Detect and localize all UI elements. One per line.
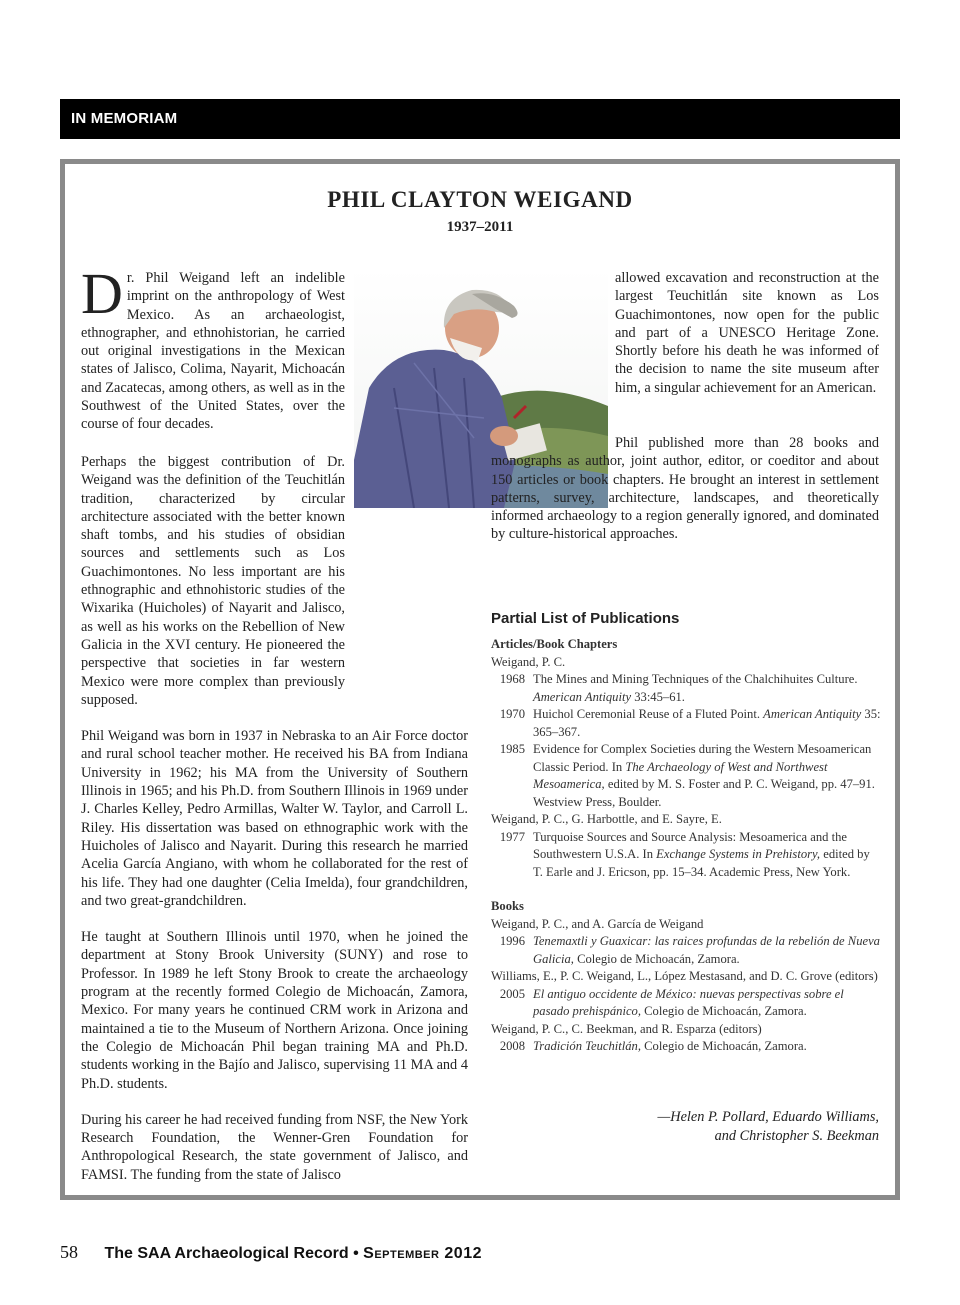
paragraph-funding: During his career he had received funding from NSF, the New York Research Foundation, the Wenner-Gren Foundation for Anthropological Research, the state government of Jalisco, and FAMSI. The funding from the state of Jalisco <box>81 1111 468 1183</box>
publication-entry: 2005 El antiguo occidente de México: nuevas perspectivas sobre el pasado prehispánico, Colegio de Michoacán, Zamora. <box>499 986 844 1018</box>
publication-entry: 1977 Turquoise Sources and Source Analysis: Mesoamerica and the Southwestern U.S.A. In Exchange Systems in Prehistory, edited by T. Earle and J. Ericson, pp. 15–34. Academic Press, New York. <box>499 829 870 879</box>
paragraph-guachimontones: allowed excavation and reconstruction at the largest Teuchitlán site known as Los Guachimontones, now open for the public and part of a UNESCO Heritage Zone. Shortly before his death he was informed of the decision to name the site museum after him, a singular achievement for an American. <box>615 270 879 396</box>
intro-paragraph <box>81 261 345 434</box>
author-line: Weigand, P. C., and A. García de Weigand <box>491 916 704 931</box>
publication-entry: 2008 Tradición Teuchitlán, Colegio de Michoacán, Zamora. <box>499 1039 807 1053</box>
author-signature: —Helen P. Pollard, Eduardo Williams, and Christopher S. Beekman <box>657 1109 879 1144</box>
publication-entry: 1970 Huichol Ceremonial Reuse of a Fluted Point. American Antiquity 35: 365–367. <box>499 707 881 739</box>
paragraph-biography: Phil Weigand was born in 1937 in Nebraska to an Air Force doctor and rural school teacher mother. He received his BA from Indiana University in 1962; his MA from the University of Southern Illinois in 1965; and his Ph.D. from Southern Illinois in 1969 under J. Charles Kelley, Pedro Armillas, Walter W. Taylor, and Carroll L. Riley. His dissertation was based on ethnographic work with the Huicholes of Jalisco and Nayarit. During this research he married Acelia García Angiano, with whom he collaborated for the rest of his life. They had one daughter (Celia Imelda), four grandchildren, and two great-grandchildren. <box>81 728 468 909</box>
right-column-publishing <box>491 434 879 544</box>
left-column-body <box>81 453 468 1184</box>
publication-entry: 1985 Evidence for Complex Societies during the Western Mesoamerican Classic Period. In The Archaeology of West and Northwest Mesoamerica, edited by M. S. Foster and P. C. Weigand, pp. 47–91. Westview Press, Boulder. <box>499 742 875 809</box>
page-footer <box>60 1242 482 1263</box>
paragraph-contribution: Perhaps the biggest contribution of Dr. Weigand was the definition of the Teuchitlán tradition, characterized by circular architecture associated with the better known shaft tombs, and his studies of obsidian sources and settlements such as Los Guachimontones. No less important are his ethnographic and ethnohistoric studies of the Wixarika (Huicholes) of Nayarit and Jalisco, as well as his works on the Rebellion of New Galicia in the XVI century. He pioneered the perspective that societies in far western Mexico were more complex than previously supposed. <box>81 454 345 708</box>
section-label: IN MEMORIAM <box>60 99 900 139</box>
article-title: PHIL CLAYTON WEIGAND <box>327 187 633 212</box>
author-line: Weigand, P. C. <box>491 654 566 669</box>
paragraph-career: He taught at Southern Illinois until 1970, when he joined the department at Stony Brook University (SUNY) and rose to Professor. In 1989 he left Stony Brook to create the archaeology program at the recently formed Colegio de Michoacán, Zamora, Mexico. For many years he continued CRM work in Arizona and maintained a tie to the Museum of Northern Arizona. Once joining the Colegio de Michoacán Phil began training MA and Ph.D. students working in the Bajío and Jalisco, supervising 11 MA and 4 Ph.D. students. <box>81 929 468 1092</box>
publications-heading: Partial List of Publications <box>491 610 680 627</box>
publications-list <box>491 636 881 1056</box>
life-dates: 1937–2011 <box>446 219 514 235</box>
publication-entry: 1996 Tenemaxtli y Guaxicar: las raices profundas de la rebelión de Nueva Galicia, Colegio de Michoacán, Zamora. <box>499 934 880 966</box>
books-heading: Books <box>491 899 524 913</box>
intro-text: r. Phil Weigand left an indelible imprint on the anthropology of West Mexico. As an archaeologist, ethnographer, and ethnohistorian, he carried out original investigations in the Mexican states of Jalisco, Colima, Nayarit, Michoacán and Zacatecas, among others, as well as in the Southwest of the United States, over the course of four decades. <box>81 270 345 433</box>
right-column-top <box>615 269 879 397</box>
articles-heading: Articles/Book Chapters <box>491 637 618 651</box>
drop-cap: D <box>81 261 123 326</box>
author-line: Williams, E., P. C. Weigand, L., López Mestasand, and D. C. Grove (editors) <box>491 969 878 983</box>
author-line: Weigand, P. C., G. Harbottle, and E. Sayre, E. <box>491 812 722 826</box>
paragraph-publishing: Phil published more than 28 books and monographs as author, joint author, editor, or coeditor and about 150 articles or book chapters. He brought an interest in settlement patterns, survey, architecture, landscapes, and theoretically informed archaeology to a region generally ignored, and dominated by culture-historical approaches. <box>491 435 879 543</box>
journal-name: The SAA Archaeological Record <box>104 1245 349 1262</box>
footer-bullet: • <box>353 1245 359 1262</box>
page-number: 58 <box>60 1242 78 1262</box>
author-line: Weigand, P. C., C. Beekman, and R. Esparza (editors) <box>491 1021 762 1036</box>
issue-date: September 2012 <box>363 1245 483 1262</box>
publication-entry: 1968 The Mines and Mining Techniques of the Chalchihuites Culture. American Antiquity 33:45–61. <box>499 672 858 704</box>
